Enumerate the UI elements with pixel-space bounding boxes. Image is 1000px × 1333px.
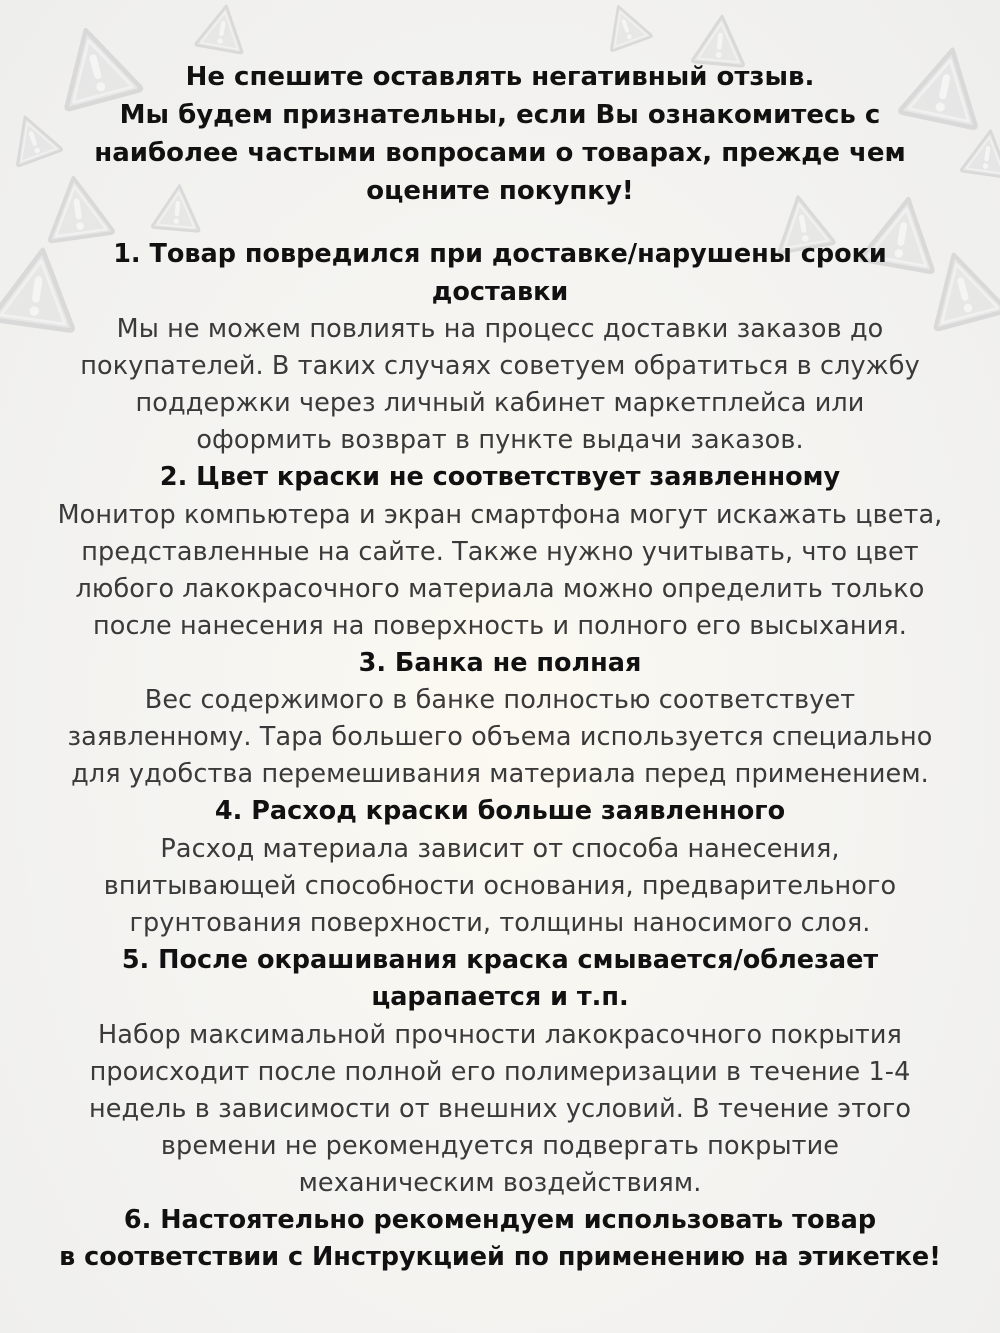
faq-answer-line: грунтования поверхности, толщины наносимого слоя. — [129, 907, 871, 938]
faq-answer — [0, 831, 1000, 942]
faq-answer-line: недель в зависимости от внешних условий. В течение этого — [88, 1093, 912, 1124]
faq-answer-line: заявленному. Тара большего объема используется специально — [67, 722, 933, 752]
faq-answer-line: Расход материала зависит от способа нанесения, — [160, 833, 840, 864]
faq-title-line: 4. Расход краски больше заявленного — [214, 796, 786, 826]
faq-answer-line: впитывающей способности основания, предварительного — [103, 870, 897, 901]
faq-answer — [0, 682, 1000, 793]
faq-title — [0, 236, 1000, 311]
faq-title-line: 5. После окрашивания краска смывается/облезает — [121, 944, 879, 975]
faq-answer-line: Мы не можем повлиять на процесс доставки заказов до — [116, 314, 884, 344]
faq-answer-line: представленные на сайте. Также нужно учитывать, что цвет — [81, 536, 919, 567]
faq-answer-line: после нанесения на поверхность и полного его высыхания. — [92, 610, 908, 641]
faq-answer-line: оформить возврат в пункте выдачи заказов. — [196, 425, 804, 455]
faq-title — [0, 645, 1000, 683]
intro-line: Мы будем признательны, если Вы ознакомитесь с — [119, 100, 881, 130]
faq-title-line: царапается и т.п. — [371, 982, 629, 1012]
faq-answer-line: Набор максимальной прочности лакокрасочного покрытия — [98, 1019, 902, 1050]
intro-notice — [50, 58, 950, 210]
faq-title — [0, 793, 1000, 831]
faq-title — [0, 942, 1000, 1017]
faq-item-5 — [0, 942, 1000, 1202]
faq-title — [0, 1202, 1000, 1277]
faq-item-4 — [0, 793, 1000, 942]
warning-icon — [191, 0, 255, 59]
faq-title-line: 6. Настоятельно рекомендуем использовать товар — [123, 1204, 877, 1235]
faq-item-6 — [0, 1202, 1000, 1277]
faq-item-3 — [0, 645, 1000, 794]
faq-answer-line: Вес содержимого в банке полностью соответствует — [144, 685, 856, 715]
faq-answer-line: Монитор компьютера и экран смартфона могут искажать цвета, — [57, 499, 943, 530]
faq-title-line: 1. Товар повредился при доставке/нарушены сроки — [113, 239, 887, 269]
faq-title-line: 3. Банка не полная — [358, 647, 642, 678]
faq-title-line: доставки — [431, 276, 569, 307]
faq-answer — [0, 1017, 1000, 1202]
faq-answer — [0, 497, 1000, 645]
faq-answer-line: любого лакокрасочного материала можно определить только — [75, 573, 925, 604]
intro-line: Не спешите оставлять негативный отзыв. — [185, 62, 815, 92]
faq-answer-line: механическим воздействиям. — [298, 1167, 702, 1198]
intro-line: оцените покупку! — [366, 176, 634, 206]
intro-line: наиболее частыми вопросами о товарах, прежде чем — [94, 138, 906, 168]
faq-answer-line: происходит после полной его полимеризации в течение 1-4 — [89, 1056, 911, 1087]
warning-icon — [593, 0, 657, 57]
faq-answer-line: времени не рекомендуется подвергать покрытие — [160, 1130, 840, 1161]
faq-item-1 — [0, 236, 1000, 459]
faq-title-line: в соответствии с Инструкцией по применению на этикетке! — [59, 1242, 941, 1272]
faq-item-2 — [0, 459, 1000, 645]
faq-answer-line: покупателей. В таких случаях советуем обратиться в службу — [80, 351, 920, 381]
faq-answer — [0, 311, 1000, 459]
faq-answer-line: поддержки через личный кабинет маркетплейса или — [135, 388, 865, 418]
faq-answer-line: для удобства перемешивания материала перед применением. — [71, 759, 929, 789]
document-content — [0, 58, 1000, 1277]
faq-title-line: 2. Цвет краски не соответствует заявленному — [159, 462, 841, 492]
faq-title — [0, 459, 1000, 497]
